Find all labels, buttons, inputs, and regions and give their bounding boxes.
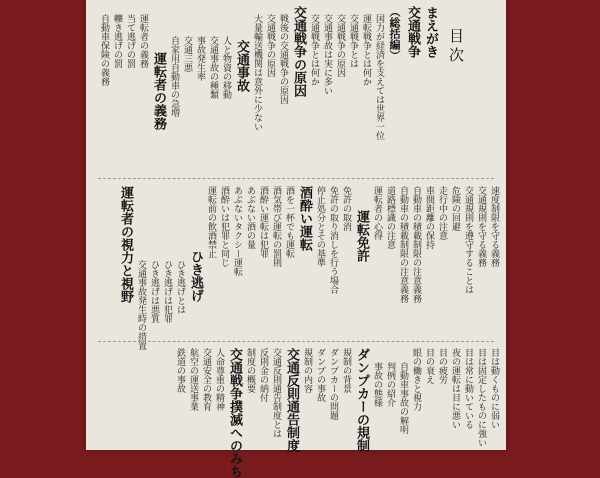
rule-item: 自動車の積載制限の注意義務: [411, 186, 421, 303]
report-item: 反則金の納付: [258, 348, 268, 402]
preface-heading: まえがき: [423, 6, 438, 58]
hitrun-item: 交通事故発生時の措置: [136, 260, 146, 350]
rule-item: 走行中の注意: [437, 186, 447, 240]
license-heading: 運転免許: [354, 210, 369, 262]
part-subtitle: （総括編）: [388, 6, 401, 61]
rule-item: 運転者の心得: [372, 186, 382, 240]
eye-item: 目は常に動いている: [463, 348, 473, 429]
preface-item: 交通事故は実に多い: [322, 14, 332, 95]
eye-item: 眼の働きと視力: [411, 348, 421, 411]
rule-item: 速度制限を守る義務: [489, 186, 499, 267]
rule-item: 危険の回避: [450, 186, 460, 231]
part-title: 交通戦争: [405, 6, 420, 58]
cause-heading: 交通戦争の原因: [291, 6, 306, 97]
drunk-item: あぶないタクシー運転: [232, 186, 242, 276]
section-divider: [98, 178, 494, 179]
cause-item: 戦後の交通戦争の原因: [278, 14, 288, 104]
rule-item: 自動車の積載制限の注意義務: [398, 186, 408, 303]
toc-page: [86, 0, 506, 478]
drunk-item: 酒酔い運転は犯罪: [258, 186, 268, 258]
accident-item: 交通三悪: [182, 36, 192, 72]
report-heading: 交通反則通告制度: [284, 348, 299, 452]
accident-case-item: 事故の態様: [372, 362, 382, 407]
duty-item: 当て逃げの罰: [125, 14, 135, 68]
toc-middle-section: [86, 180, 506, 350]
dump-item: 規制の内容: [302, 348, 312, 393]
toc-top-section: [86, 0, 506, 178]
license-item: 免許の取り消しを行う場合: [328, 186, 338, 294]
duty-heading: 運転者の義務: [151, 52, 166, 130]
hitrun-item: ひき逃げとは: [175, 260, 185, 314]
dump-item: ダンプの事故: [315, 348, 325, 402]
eye-item: 夜の運転は目に悪い: [450, 348, 460, 429]
preface-item: 国力が経済を支えては世界一位: [374, 14, 384, 140]
drunk-item: 酒酔いは犯罪と同じ: [219, 186, 229, 267]
hitrun-heading: ひき逃げ: [188, 250, 203, 302]
war-item: 航空の運送事業: [188, 348, 198, 411]
rule-item: 交通規則を守る義務: [476, 186, 486, 267]
report-item: 制度の概要: [245, 348, 255, 393]
preface-item: 交通戦争とは: [348, 14, 358, 68]
license-item: 免許の取消: [341, 186, 351, 231]
duty-item: 轢き逃げの罰: [112, 14, 122, 68]
drunk-item: あぶない酒の量: [245, 186, 255, 249]
preface-item: 運転戦争とは何か: [361, 14, 371, 86]
cause-item: 大量輸送機関は意外に少ない: [252, 14, 262, 131]
rule-item: 道路標識の注意: [385, 186, 395, 249]
accident-item: 交通事故の種類: [208, 36, 218, 99]
preface-item: 交通戦争とは何か: [309, 14, 319, 86]
war-item: 人命尊重の精神: [214, 348, 224, 411]
eye-item: 目は固定したものに強い: [476, 348, 486, 447]
eye-item: 目の疲労: [437, 348, 447, 384]
hitrun-item: ひき逃げは犯罪: [162, 260, 172, 323]
accident-heading: 交通事故: [234, 40, 249, 92]
accident-item: 人と物資の移動: [221, 36, 231, 99]
hitrun-item: ひき逃げは悪質: [149, 260, 159, 323]
dump-item: ダンプカーの問題: [328, 348, 338, 420]
license-item: 停止処分とその基準: [315, 186, 325, 267]
accident-case-item: 自動車事故の解明: [398, 362, 408, 434]
accident-item: 事故発生率: [195, 36, 205, 81]
drunk-item: 酒気帯び運転の罰則: [271, 186, 281, 267]
duty-item: 運転者の義務: [138, 14, 148, 68]
war-item: 鉄道の事故: [175, 348, 185, 393]
rule-item: 交通規則を遵守することは: [463, 186, 473, 294]
eye-item: 目は動くものに弱い: [489, 348, 499, 429]
war-item: 交通安全の教育: [201, 348, 211, 411]
drunk-item: 酒を一杯でも運転: [284, 186, 294, 258]
drunk-heading: 酒酔い運転: [297, 186, 312, 251]
report-item: 交通反則通告制度とは: [271, 348, 281, 438]
preface-item: 交通戦争の原因: [335, 14, 345, 77]
duty-item: 自動車保険の義務: [99, 14, 109, 86]
cause-item: 交通戦争の原因: [265, 14, 275, 77]
vision-heading: 運転者の視力と視野: [118, 186, 133, 303]
dump-item: 規制の背景: [341, 348, 351, 393]
accident-item: 自家用自動車の急増: [169, 36, 179, 117]
toc-title: 目次: [447, 28, 465, 66]
accident-case-item: 判例の紹介: [385, 362, 395, 407]
war-heading: 交通戦争撲滅へのみち: [227, 348, 242, 478]
toc-bottom-section: [86, 342, 506, 478]
eye-item: 目の衰え: [424, 348, 434, 384]
rule-item: 車間距離の保持: [424, 186, 434, 249]
drunk-item: 運転前の飲酒禁止: [206, 186, 216, 258]
dump-heading: ダンプカーの規制: [354, 348, 369, 452]
